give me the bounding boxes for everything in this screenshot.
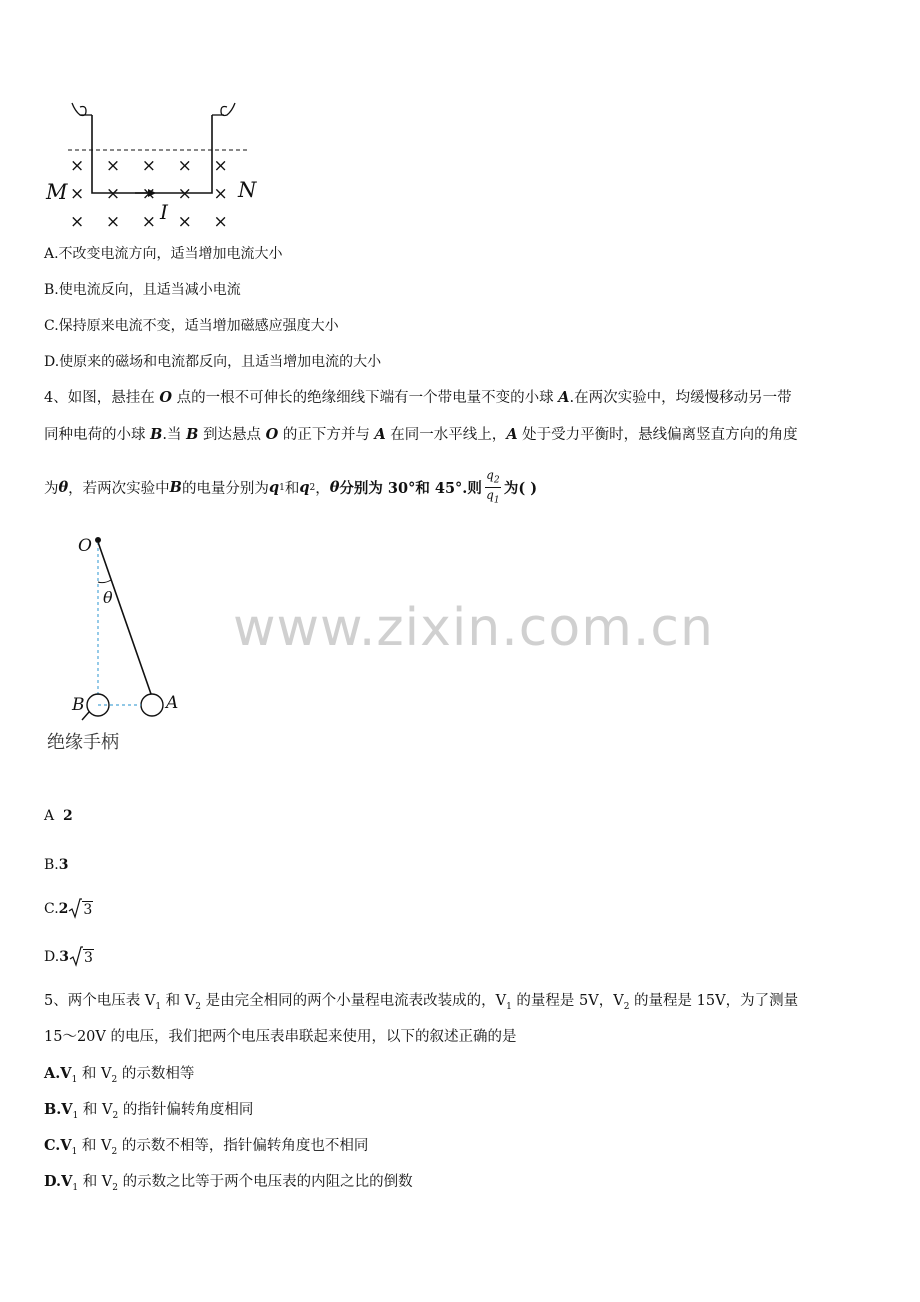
watermark: www.zixin.com.cn	[233, 598, 714, 658]
cross-row-2: × × × × ×	[70, 184, 228, 204]
q4-option-b: B.3	[44, 857, 69, 873]
q3-option-a: A.不改变电流方向，适当增加电流大小	[44, 246, 283, 262]
label-m: M	[46, 180, 68, 204]
q4-line-1: 4、如图，悬挂在 O 点的一根不可伸长的绝缘细线下端有一个带电量不变的小球 A.在两次实验中，均缓慢移动另一带	[44, 389, 792, 406]
label-theta: θ	[103, 588, 113, 607]
q3-option-d: D.使原来的磁场和电流都反向，且适当增加电流的大小	[44, 354, 382, 370]
q5-option-c: $C.V_1$ 和 $V_2$ 的示数不相等，指针偏转角度也不相同	[44, 1137, 369, 1157]
q4-line-2: 同种电荷的小球 B.当 B 到达悬点 O 的正下方并与 A 在同一水平线上，A 处于受力平衡时，悬线偏离竖直方向的角度	[44, 426, 798, 443]
q5-option-a: $A.V_1$ 和 $V_2$ 的示数相等	[44, 1065, 195, 1085]
fraction-q2-over-q1: $\frac{q_2}{q_1}$	[486, 468, 500, 506]
pendulum-diagram	[40, 530, 240, 730]
sqrt-icon	[68, 898, 82, 920]
field-crosses	[70, 152, 228, 236]
label-n: N	[238, 178, 257, 202]
q4-option-d: D. 3 3	[44, 946, 94, 968]
q5-option-d: $D.V_1$ 和 $V_2$ 的示数之比等于两个电压表的内阻之比的倒数	[44, 1173, 413, 1193]
cross-row-3: × × × × ×	[70, 212, 228, 232]
label-b: B	[72, 695, 85, 715]
label-o: O	[78, 536, 92, 556]
q5-line-1: 5、两个电压表 $V_1$ 和 $V_2$ 是由完全相同的两个小量程电流表改装成的，$V_1$ 的量程是 5V，$V_2$ 的量程是 15V，为了测量	[44, 993, 799, 1012]
cross-row-1: × × × × ×	[70, 156, 228, 176]
label-a: A	[166, 693, 179, 713]
q4-line-3: 为 θ ，若两次实验中 B 的电量分别为 q 1 和 q 2 ， θ 分别为 30°和 45°.则 $\frac{q_2}{q_1}$ 为( )	[44, 468, 538, 506]
q4-option-a: A 2	[44, 808, 73, 824]
q3-option-b: B.使电流反向，且适当减小电流	[44, 282, 241, 298]
q5-line-2: 15～20V 的电压，我们把两个电压表串联起来使用，以下的叙述正确的是	[44, 1029, 517, 1045]
insulating-handle-label: 绝缘手柄	[47, 732, 119, 753]
q4-option-c: C. 2 3	[44, 898, 93, 920]
q3-option-c: C.保持原来电流不变，适当增加磁感应强度大小	[44, 318, 339, 334]
label-current: I	[160, 200, 168, 224]
sqrt-icon	[69, 946, 83, 968]
q5-option-b: $B.V_1$ 和 $V_2$ 的指针偏转角度相同	[44, 1101, 254, 1121]
